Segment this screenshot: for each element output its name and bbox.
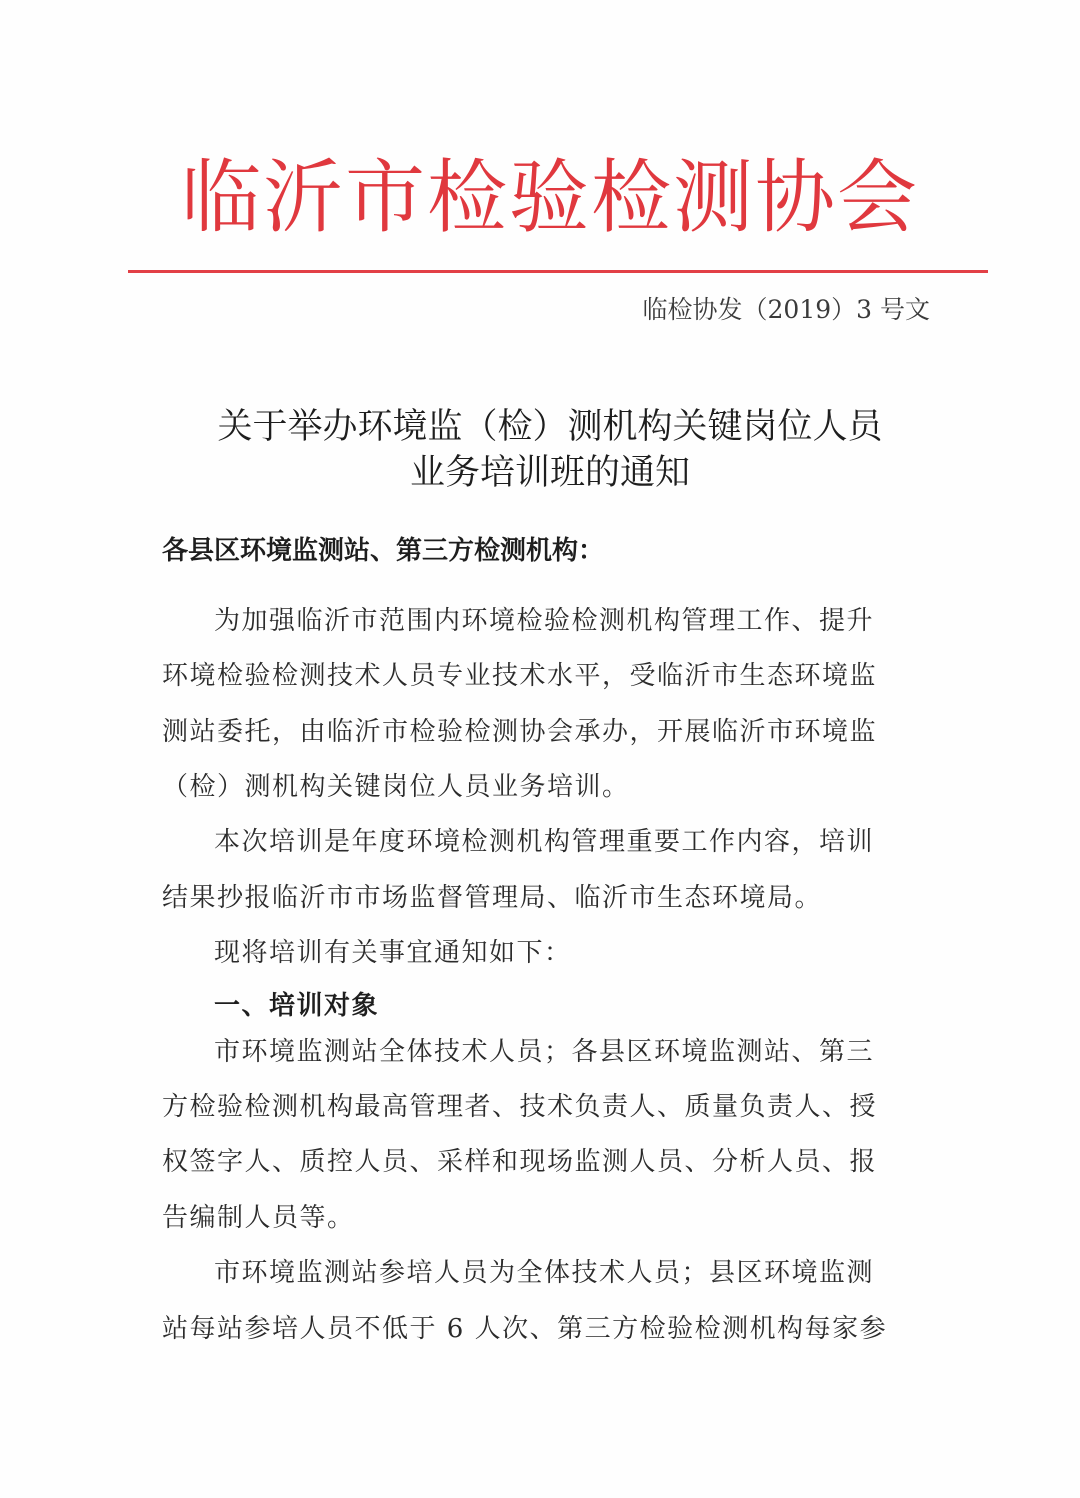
body-line: 为加强临沂市范围内环境检验检测机构管理工作、提升	[214, 606, 875, 636]
body-line: 现将培训有关事宜通知如下：	[214, 938, 572, 968]
body-line: 市环境监测站参培人员为全体技术人员；县区环境监测	[214, 1258, 875, 1288]
body-line: 告编制人员等。	[162, 1203, 355, 1233]
body-line: 权签字人、质控人员、采样和现场监测人员、分析人员、报	[162, 1147, 878, 1177]
section-heading-training-targets: 一、培训对象	[214, 991, 380, 1021]
body-line: 结果抄报临沂市市场监督管理局、临沂市生态环境局。	[162, 883, 823, 913]
notice-title-line-2: 业务培训班的通知	[409, 453, 690, 493]
body-line: 站每站参培人员不低于 6 人次、第三方检验检测机构每家参	[162, 1314, 888, 1344]
body-line: 测站委托，由临沂市检验检测协会承办，开展临沂市环境监	[162, 717, 878, 747]
salutation: 各县区环境监测站、第三方检测机构：	[162, 536, 605, 566]
body-line: 市环境监测站全体技术人员；各县区环境监测站、第三	[214, 1037, 875, 1067]
body-line: 方检验检测机构最高管理者、技术负责人、质量负责人、授	[162, 1092, 878, 1122]
document-number: 临检协发（2019）3 号文	[642, 295, 930, 324]
notice-title-line-1: 关于举办环境监（检）测机构关键岗位人员	[217, 407, 883, 447]
red-divider-rule	[128, 270, 988, 273]
org-name-header: 临沂市检验检测协会	[181, 151, 919, 244]
body-line: 本次培训是年度环境检测机构管理重要工作内容，培训	[214, 827, 875, 857]
body-line: 环境检验检测技术人员专业技术水平，受临沂市生态环境监	[162, 661, 878, 691]
body-line: （检）测机构关键岗位人员业务培训。	[162, 772, 630, 802]
